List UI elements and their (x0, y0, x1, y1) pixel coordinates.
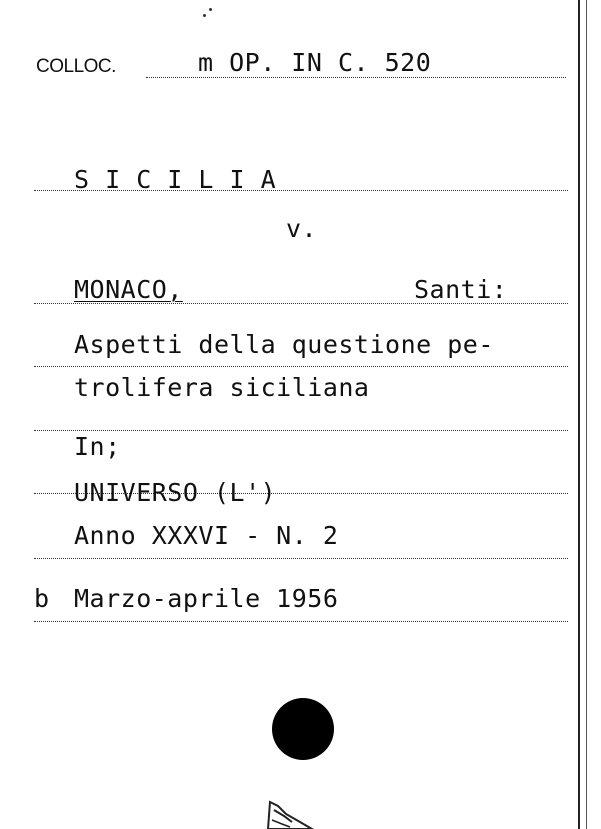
margin-mark: b (34, 584, 50, 613)
card-edge-rule (578, 0, 580, 829)
shelfmark: m OP. IN C. 520 (198, 48, 432, 77)
location-label: COLLOC. (36, 56, 116, 77)
journal-title: UNIVERSO (L') (74, 478, 277, 507)
ruled-line (34, 366, 568, 367)
title-line-1: Aspetti della questione pe- (74, 330, 494, 359)
issue-number: Anno XXXVI - N. 2 (74, 521, 339, 550)
ink-speck (203, 14, 206, 17)
ruled-line (34, 303, 568, 304)
author-surname: MONACO, (74, 275, 183, 304)
ruled-line (34, 190, 568, 191)
subject-subdivision: v. (286, 214, 318, 243)
card-edge-rule-inner (586, 0, 587, 829)
publication-date: Marzo-aprile 1956 (74, 584, 339, 613)
ink-speck (209, 8, 212, 11)
ruled-line (34, 430, 568, 431)
subject-heading: S I C I L I A (74, 165, 277, 194)
ruled-line (34, 621, 568, 622)
stamp-mark-icon (266, 800, 316, 829)
ruled-line (34, 558, 568, 559)
in-label: In; (74, 432, 121, 461)
punch-hole-icon (272, 698, 334, 760)
ruled-line (146, 77, 566, 78)
title-line-2: trolifera siciliana (74, 373, 370, 402)
author-forename: Santi: (414, 275, 508, 304)
